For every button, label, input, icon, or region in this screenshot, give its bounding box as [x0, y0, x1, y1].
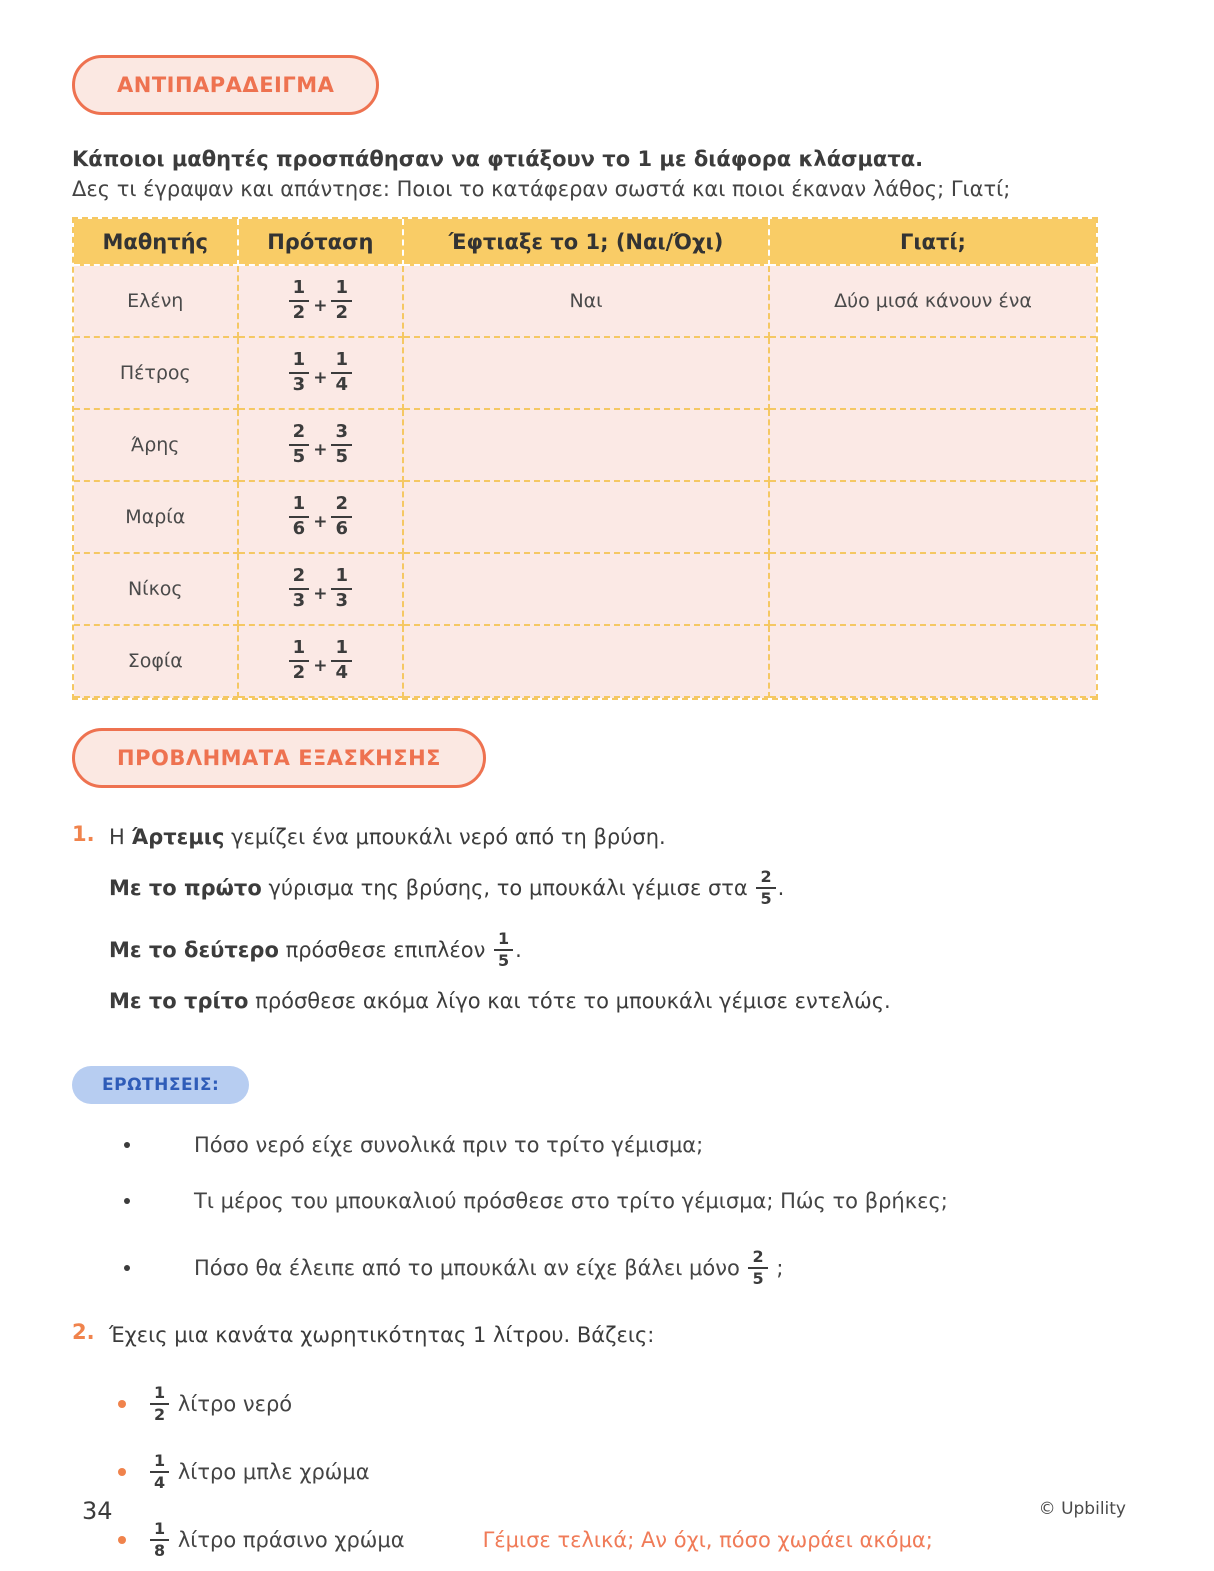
- problem-1: [72, 822, 1142, 1026]
- page-number: 34: [82, 1497, 113, 1525]
- practice-problems-badge-label: ΠΡΟΒΛΗΜΑΤΑ ΕΞΑΣΚΗΣΗΣ: [117, 746, 442, 770]
- bullet-icon: [124, 1142, 130, 1148]
- problem-1-line-3: [109, 924, 1142, 976]
- questions-badge-wrap: [72, 1066, 1142, 1104]
- plus-sign: +: [313, 584, 328, 604]
- answer-cell: [404, 410, 770, 482]
- fraction: $\frac{1}{4}$: [331, 638, 352, 683]
- fraction: $\frac{1}{4}$: [331, 350, 352, 395]
- fraction: $\frac{1}{5}$: [494, 930, 513, 971]
- question-item: [72, 1242, 1142, 1294]
- text-segment: πρόσθεσε επιπλέον: [278, 938, 493, 962]
- question-text: Τι μέρος του μπουκαλιού πρόσθεσε στο τρίτο γέμισμα; Πώς το βρήκες;: [194, 1189, 948, 1213]
- practice-badge-wrap: [72, 728, 1142, 788]
- why-cell: Δύο μισά κάνουν ένα: [770, 266, 1096, 338]
- fraction: $\frac{2}{5}$: [756, 868, 775, 909]
- student-name-cell: Πέτρος: [74, 338, 239, 410]
- student-name-cell: Νίκος: [74, 554, 239, 626]
- answer-cell: [404, 338, 770, 410]
- column-header-made-one: Έφτιαξε το 1; (Ναι/Όχι): [404, 219, 770, 266]
- fraction: $\frac{1}{4}$: [150, 1452, 169, 1493]
- problem-2-text: Έχεις μια κανάτα χωρητικότητας 1 λίτρου. Βάζεις:: [109, 1323, 655, 1347]
- text-segment: πρόσθεσε ακόμα λίγο και τότε το μπουκάλι γέμισε εντελώς.: [248, 989, 891, 1013]
- problem-1-number: 1.: [72, 822, 95, 846]
- fraction: $\frac{1}{2}$: [289, 638, 310, 683]
- bold-name: Άρτεμις: [131, 825, 225, 849]
- fraction: $\frac{1}{8}$: [150, 1520, 169, 1561]
- question-text-end: ;: [769, 1256, 784, 1280]
- fraction: $\frac{1}{6}$: [289, 494, 310, 539]
- ingredient-item: [72, 1378, 1142, 1430]
- counterexample-badge: [72, 55, 379, 115]
- students-table: [72, 217, 1098, 700]
- bold-segment: Με το δεύτερο: [109, 938, 279, 962]
- questions-badge-label: ΕΡΩΤΗΣΕΙΣ:: [102, 1075, 220, 1095]
- student-name-cell: Σοφία: [74, 626, 239, 698]
- why-cell: [770, 338, 1096, 410]
- text-segment: γεμίζει ένα μπουκάλι νερό από τη βρύση.: [224, 825, 666, 849]
- fraction: $\frac{1}{2}$: [289, 278, 310, 323]
- text-segment: .: [777, 876, 785, 900]
- problem-1-line-2: [109, 862, 1142, 914]
- text-segment: Η: [109, 825, 132, 849]
- why-cell: [770, 410, 1096, 482]
- student-name-cell: Ελένη: [74, 266, 239, 338]
- fraction: $\frac{1}{3}$: [289, 350, 310, 395]
- ingredient-label: λίτρο πράσινο χρώμα: [171, 1528, 405, 1552]
- intro-bold-line: Κάποιοι μαθητές προσπάθησαν να φτιάξουν το 1 με διάφορα κλάσματα.: [72, 147, 924, 171]
- fraction: $\frac{3}{5}$: [331, 422, 352, 467]
- question-item: [72, 1186, 1142, 1216]
- answer-cell: [404, 626, 770, 698]
- question-text: Πόσο θα έλειπε από το μπουκάλι αν είχε βάλει μόνο: [194, 1256, 747, 1280]
- student-name-cell: Μαρία: [74, 482, 239, 554]
- fraction: $\frac{2}{5}$: [289, 422, 310, 467]
- problem-2-number: 2.: [72, 1320, 95, 1344]
- questions-badge: [72, 1066, 249, 1104]
- proposal-cell: [239, 626, 405, 698]
- column-header-why: Γιατί;: [770, 219, 1096, 266]
- answer-cell: Ναι: [404, 266, 770, 338]
- copyright-text: © Upbility: [1038, 1499, 1126, 1519]
- column-header-proposal: Πρόταση: [239, 219, 405, 266]
- fraction: $\frac{1}{2}$: [150, 1384, 169, 1425]
- problem-2: [72, 1320, 1142, 1360]
- bullet-icon: [118, 1468, 126, 1476]
- bullet-icon: [124, 1265, 130, 1271]
- fraction: $\frac{2}{6}$: [331, 494, 352, 539]
- column-header-student: Μαθητής: [74, 219, 239, 266]
- fraction: $\frac{2}{5}$: [748, 1248, 767, 1289]
- student-name-cell: Άρης: [74, 410, 239, 482]
- bullet-icon: [118, 1400, 126, 1408]
- plus-sign: +: [313, 512, 328, 532]
- question-item: [72, 1130, 1142, 1160]
- counterexample-badge-label: ΑΝΤΙΠΑΡΑΔΕΙΓΜΑ: [117, 73, 335, 97]
- proposal-cell: [239, 338, 405, 410]
- plus-sign: +: [313, 440, 328, 460]
- why-cell: [770, 554, 1096, 626]
- plus-sign: +: [313, 368, 328, 388]
- ingredient-label: λίτρο μπλε χρώμα: [171, 1460, 370, 1484]
- practice-problems-badge: [72, 728, 486, 788]
- text-segment: .: [515, 938, 522, 962]
- problem-2-items: [72, 1378, 1142, 1566]
- plus-sign: +: [313, 656, 328, 676]
- proposal-cell: [239, 266, 405, 338]
- fraction: $\frac{1}{3}$: [331, 566, 352, 611]
- intro-block: [72, 147, 1142, 201]
- fraction: $\frac{1}{2}$: [331, 278, 352, 323]
- intro-regular-line: Δες τι έγραψαν και απάντησε: Ποιοι το κατάφεραν σωστά και ποιοι έκαναν λάθος; Γιατί;: [72, 177, 1011, 201]
- proposal-cell: [239, 410, 405, 482]
- final-question-text: Γέμισε τελικά; Αν όχι, πόσο χωράει ακόμα;: [482, 1528, 933, 1552]
- ingredient-item: [72, 1514, 1142, 1566]
- bold-segment: Με το πρώτο: [109, 876, 262, 900]
- fraction: $\frac{2}{3}$: [289, 566, 310, 611]
- ingredient-item: [72, 1446, 1142, 1498]
- why-cell: [770, 482, 1096, 554]
- plus-sign: +: [313, 296, 328, 316]
- answer-cell: [404, 554, 770, 626]
- problem-1-line-1: [109, 822, 1142, 852]
- bullet-icon: [124, 1198, 130, 1204]
- ingredient-label: λίτρο νερό: [171, 1392, 293, 1416]
- problem-1-body: [109, 822, 1142, 1026]
- problem-1-line-4: [109, 986, 1142, 1016]
- question-text: Πόσο νερό είχε συνολικά πριν το τρίτο γέμισμα;: [194, 1133, 704, 1157]
- bold-segment: Με το τρίτο: [109, 989, 249, 1013]
- text-segment: γύρισμα της βρύσης, το μπουκάλι γέμισε στα: [261, 876, 755, 900]
- problem-2-body: [109, 1320, 1142, 1360]
- why-cell: [770, 626, 1096, 698]
- questions-list: [72, 1130, 1142, 1294]
- answer-cell: [404, 482, 770, 554]
- bullet-icon: [118, 1536, 126, 1544]
- proposal-cell: [239, 554, 405, 626]
- proposal-cell: [239, 482, 405, 554]
